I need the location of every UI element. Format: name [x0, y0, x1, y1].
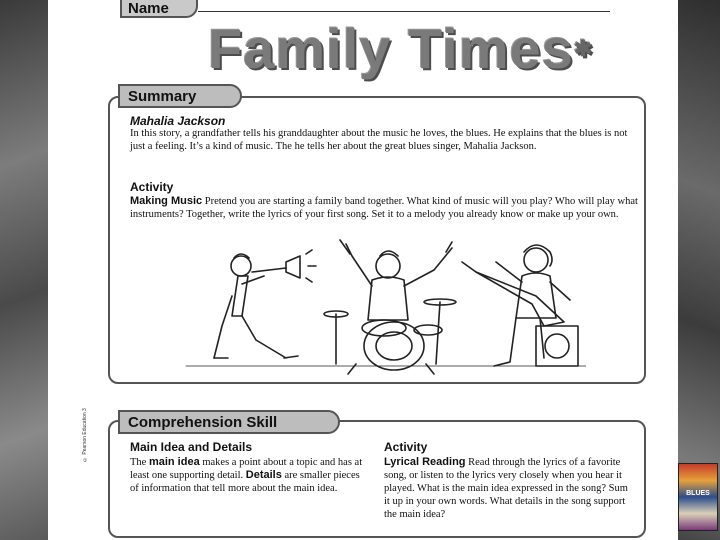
drummer-figure [324, 240, 456, 374]
comprehension-tab: Comprehension Skill [118, 410, 340, 434]
name-label: Name [120, 0, 198, 18]
story-title: Mahalia Jackson [130, 114, 226, 128]
lyrical-activity-name: Lyrical Reading [384, 456, 466, 468]
thumbnail-label: BLUES [686, 490, 710, 497]
main-idea-term: main idea [148, 456, 200, 468]
activity-text [130, 195, 640, 221]
details-term: Details [245, 469, 282, 481]
page-title [208, 16, 598, 82]
background-left [0, 0, 48, 540]
main-idea-text-part: makes a point about a topic and has at least one supporting detail. [130, 457, 363, 481]
main-idea-heading: Main Idea and Details [130, 440, 253, 454]
activity-description: Pretend you are starting a family band together. What kind of music will you play? Who will play what instruments? Together, write the lyrics of your first song. Set it to a melody you already know or make up your own. [130, 196, 638, 220]
family-band-illustration [176, 236, 586, 376]
lyrical-activity-heading: Activity [384, 440, 428, 454]
main-idea-text-part: are smaller pieces of information that tell more about the main idea. [130, 470, 360, 494]
summary-tab: Summary [118, 84, 242, 108]
book-cover-thumbnail[interactable] [678, 463, 718, 531]
background-right [678, 0, 720, 540]
lyrical-activity-description: Read through the lyrics of a favorite song, or listen to the lyrics very closely when you hear it played. What is the main idea expressed in the song? Sum it up in your own words. What details in the song support the main idea? [384, 457, 628, 520]
story-text: In this story, a grandfather tells his granddaughter about the music he loves, the blues. He explains that the blues is not just a feeling. It’s a kind of music. The he tells her about the great blues singer, Mahalia Jackson. [130, 128, 628, 152]
worksheet-page [48, 0, 678, 540]
main-idea-text [130, 456, 370, 495]
name-line [198, 11, 610, 12]
lyrical-activity-text [384, 456, 636, 521]
trumpet-player-figure [214, 250, 316, 358]
guitarist-figure [462, 245, 578, 366]
activity-name: Making Music [130, 195, 203, 207]
page-title-text: Family Times [208, 17, 574, 80]
main-idea-text-part: The [130, 457, 149, 468]
star-icon: ✱ [573, 36, 594, 61]
copyright-text: © Pearson Education 3 [82, 408, 88, 462]
activity-heading: Activity [130, 180, 174, 194]
